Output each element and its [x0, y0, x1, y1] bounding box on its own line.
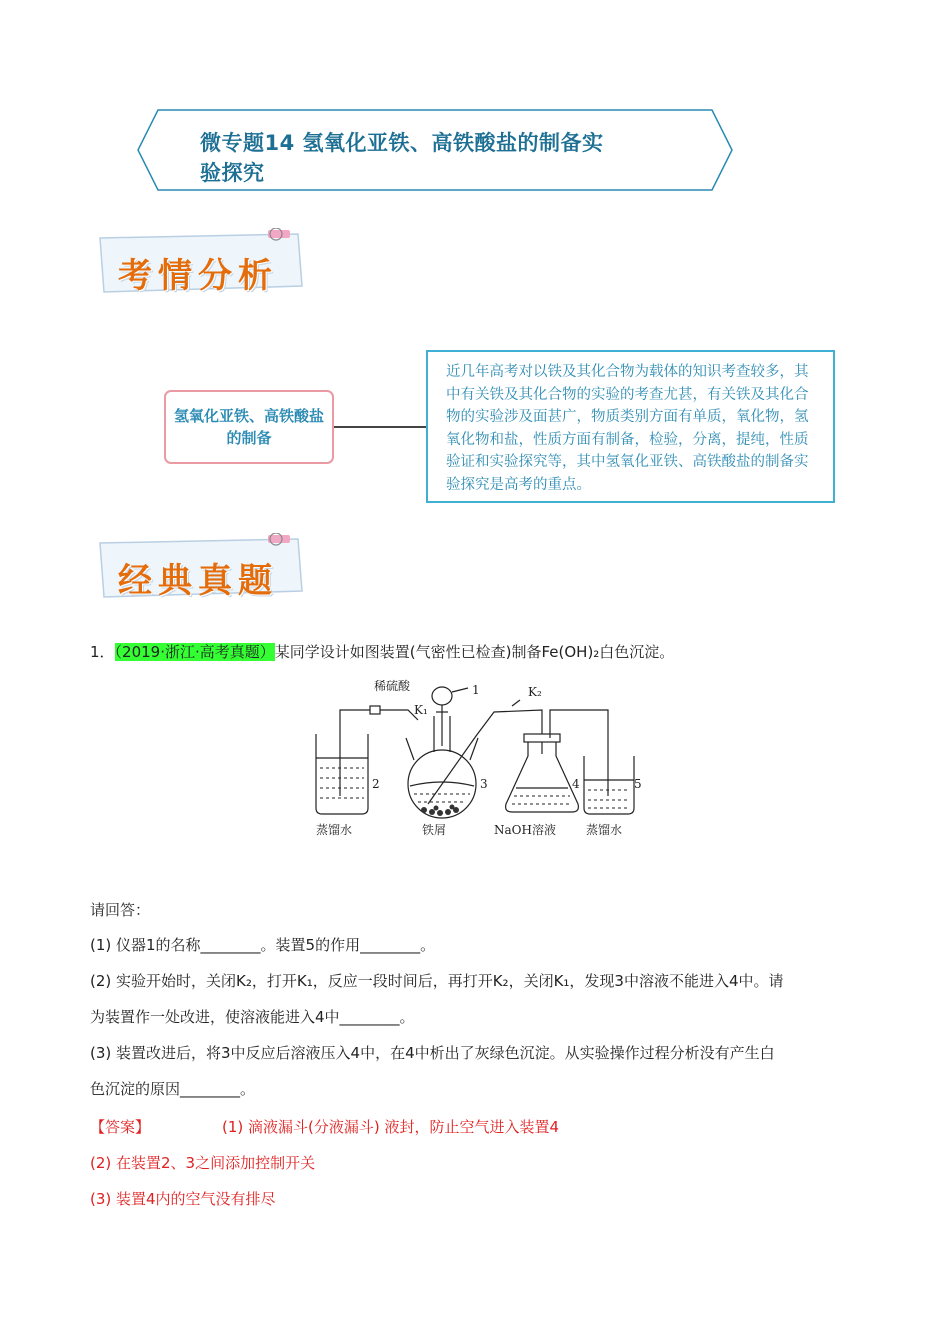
question-part-3-line-1: (3) 装置改进后，将3中反应后溶液压入4中，在4中析出了灰绿色沉淀。从实验操作过程分析没有产生白: [90, 1044, 775, 1062]
question-part-1: (1) 仪器1的名称________。装置5的作用________。: [90, 936, 436, 954]
title-line-1: 微专题14 氢氧化亚铁、高铁酸盐的制备实: [200, 131, 604, 155]
answer-line-1: [90, 1110, 870, 1145]
answer-tag: 【答案】: [90, 1118, 151, 1136]
page-title: [200, 128, 700, 190]
prompt-text: 请回答：: [90, 901, 151, 919]
label-distilled-water-right: 蒸馏水: [586, 823, 623, 837]
label-distilled-water-left: 蒸馏水: [316, 823, 353, 837]
question-part-3-line-2: 色沉淀的原因________。: [90, 1080, 256, 1098]
section-heading-exam-analysis: 考情分析: [118, 256, 278, 296]
beaker-5: [584, 756, 634, 814]
label-4: 4: [572, 777, 580, 791]
label-k1: K₁: [414, 703, 428, 717]
label-1: 1: [472, 683, 480, 697]
beaker-2: [316, 734, 368, 814]
question-number: 1．: [90, 643, 115, 661]
label-dilute-sulfuric-acid: 稀硫酸: [374, 679, 411, 693]
connector-line: [334, 426, 426, 428]
section-heading-classic-questions: 经典真题: [118, 561, 278, 601]
title-line-2: 验探究: [200, 161, 265, 185]
apparatus-figure: [310, 676, 645, 846]
analysis-description-box: [426, 350, 835, 503]
question-part-2-line-1: (2) 实验开始时，关闭K₂，打开K₁，反应一段时间后，再打开K₂，关闭K₁，发现3中溶液不能进入4中。请: [90, 972, 784, 990]
label-k2: K₂: [528, 685, 542, 699]
question-text: 某同学设计如图装置(气密性已检查)制备Fe(OH)₂白色沉淀。: [274, 643, 675, 661]
topic-box: [164, 390, 334, 464]
label-3: 3: [480, 777, 488, 791]
question-part-2-line-2: 为装置作一处改进，使溶液能进入4中________。: [90, 1008, 415, 1026]
label-5: 5: [634, 777, 642, 791]
label-iron-filings: 铁屑: [422, 823, 447, 837]
dropping-funnel-1: [432, 687, 452, 705]
analysis-description: 近几年高考对以铁及其化合物为载体的知识考查较多，其中有关铁及其化合物的实验的考查尤甚，有关铁及其化合物的实验涉及面甚广，物质类别方面有单质，氧化物，氢氧化物和盐，性质方面有制备，检验，分离，提纯，性质验证和实验探究等，其中氢氧化亚铁、高铁酸盐的制备实验探究是高考的重点。: [446, 364, 809, 493]
answer-3: (3) 装置4内的空气没有排尽: [90, 1190, 276, 1208]
label-naoh-solution: NaOH溶液: [494, 823, 556, 837]
answer-1: (1) 滴液漏斗(分液漏斗) 液封，防止空气进入装置4: [222, 1118, 560, 1136]
question-source-highlight: （2019·浙江·高考真题）: [114, 643, 275, 661]
label-2: 2: [372, 777, 380, 791]
answer-2: (2) 在装置2、3之间添加控制开关: [90, 1154, 316, 1172]
topic-label: 氢氧化亚铁、高铁酸盐的制备: [174, 407, 325, 447]
question-stem: [90, 641, 870, 662]
